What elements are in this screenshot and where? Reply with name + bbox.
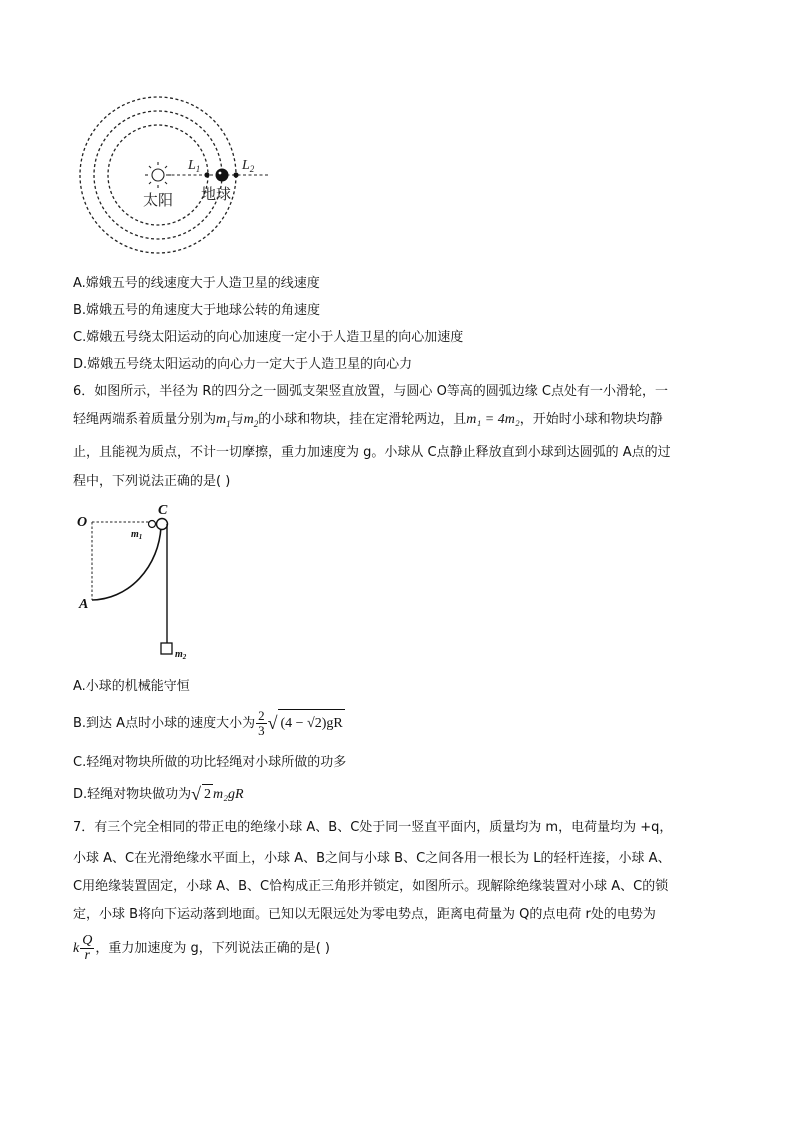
q7-line-1: 7．有三个完全相同的带正电的绝缘小球 A、B、C处于同一竖直平面内，质量均为 m，电荷量均为 +q， [73, 820, 673, 835]
earth-label: 地球 [201, 185, 232, 203]
q7-line-2: 小球 A、C在光滑绝缘水平面上，小球 A、B之间与小球 B、C之间各用一根长为 L的轻杆连接，小球 A、 [73, 851, 671, 866]
q6-mass-equation: m₁ = 4m₂ [466, 412, 520, 427]
sun-label: 太阳 [143, 191, 174, 209]
l1-point [204, 172, 209, 177]
q7-line-5: k $\frac{Q}{r}$ ，重力加速度为 g，下列说法正确的是( ) [73, 933, 331, 963]
m1-label: $m_1$ [131, 529, 143, 541]
q6-line-3: 止，且能视为质点，不计一切摩擦，重力加速度为 g。小球从 C点静止释放直到小球到达圆弧的 A点的过 [73, 445, 671, 460]
pulley-figure [75, 500, 205, 670]
q6-line-2: 轻绳两端系着质量分别为$m_1$与$m_2$的小球和物块，挂在定滑轮两边，且m₁ = 4m₂，开始时小球和物块均静 [73, 412, 663, 429]
o-label: O [77, 515, 88, 530]
quarter-arc [92, 527, 161, 600]
l1-label: $L_1$ [188, 158, 201, 174]
q7-line-4: 定，小球 B将向下运动落到地面。已知以无限远处为零电势点，距离电荷量为 Q的点电荷 r处的电势为 [73, 907, 656, 922]
q5-option-d: D.嫦娥五号绕太阳运动的向心力一定大于人造卫星的向心力 [73, 357, 413, 372]
orbit-figure [75, 95, 285, 255]
q5-option-c: C.嫦娥五号绕太阳运动的向心加速度一定小于人造卫星的向心加速度 [73, 330, 464, 345]
a-label: A [79, 597, 89, 612]
q6-option-c: C.轻绳对物块所做的功比轻绳对小球所做的功多 [73, 755, 347, 770]
q7-line-3: C用绝缘装置固定，小球 A、B、C恰构成正三角形并锁定，如图所示。现解除绝缘装置对小球 A、C的锁 [73, 879, 669, 894]
block-m2 [161, 643, 172, 654]
fraction-two-thirds: $\frac{2}{3}$ [258, 708, 265, 738]
q5-option-a: A.嫦娥五号的线速度大于人造卫星的线速度 [73, 276, 320, 291]
l2-label: $L_2$ [242, 158, 255, 174]
fraction-q-over-r: $\frac{Q}{r}$ [82, 933, 93, 963]
m2-label: $m_2$ [175, 649, 187, 661]
pulley-icon [157, 519, 168, 530]
q6-option-b: B.到达 A点时小球的速度大小为 $\frac{2}{3}$ √ (4 − √2)gR [73, 708, 343, 738]
q6-option-a: A.小球的机械能守恒 [73, 679, 190, 694]
q5-option-b: B.嫦娥五号的角速度大于地球公转的角速度 [73, 303, 321, 318]
q6-line-4: 程中，下列说法正确的是( ) [73, 474, 231, 489]
ball-m1 [149, 521, 156, 528]
q6-option-d: D.轻绳对物块做功为√ 2 m₂gR [73, 784, 244, 804]
earth-icon [216, 169, 229, 182]
c-label: C [158, 503, 168, 518]
radicand: (4 − √2)gR [278, 709, 344, 738]
q6-line-1: 6．如图所示，半径为 R的四分之一圆弧支架竖直放置，与圆心 O等高的圆弧边缘 C点处有一小滑轮，一 [73, 384, 669, 399]
l2-point [233, 172, 238, 177]
